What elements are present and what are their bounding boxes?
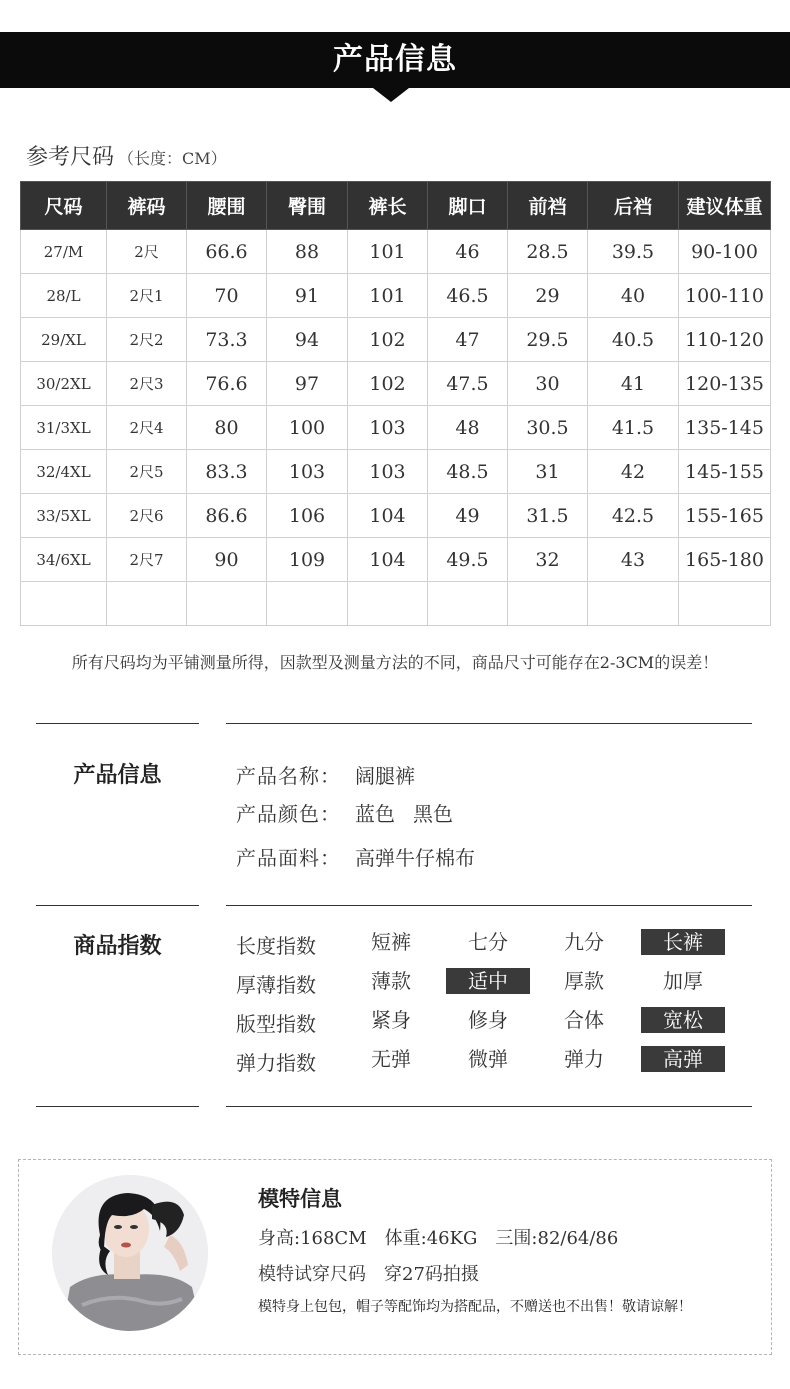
product-fabric-value: 高弹牛仔棉布 [355, 846, 475, 870]
model-size-label: 模特试穿尺码 [258, 1264, 366, 1285]
index-option: 合体 [564, 1008, 604, 1032]
table-cell: 49.5 [428, 538, 508, 582]
table-cell: 28/L [21, 274, 107, 318]
table-cell: 90 [187, 538, 267, 582]
table-cell: 2尺7 [107, 538, 187, 582]
index-row-name: 弹力指数 [236, 1051, 316, 1075]
size-table-header [21, 182, 771, 230]
divider [226, 1106, 752, 1107]
table-cell: 31/3XL [21, 406, 107, 450]
banner-notch [373, 88, 409, 102]
table-cell: 106 [267, 494, 348, 538]
product-name-key: 产品名称： [236, 764, 341, 788]
table-cell: 42 [588, 450, 679, 494]
table-cell: 102 [348, 318, 428, 362]
index-option: 九分 [564, 930, 604, 954]
table-cell: 46 [428, 230, 508, 274]
table-cell: 49 [428, 494, 508, 538]
table-cell: 29/XL [21, 318, 107, 362]
table-cell: 31 [508, 450, 588, 494]
table-cell: 103 [348, 450, 428, 494]
index-option: 修身 [468, 1008, 508, 1032]
table-row [21, 538, 771, 582]
column-header: 脚口 [428, 182, 508, 230]
column-header: 建议体重 [679, 182, 771, 230]
table-cell: 2尺6 [107, 494, 187, 538]
product-color-row [236, 798, 453, 827]
page-title: 产品信息 [333, 42, 457, 77]
column-header: 前裆 [508, 182, 588, 230]
column-header: 腰围 [187, 182, 267, 230]
table-cell: 103 [348, 406, 428, 450]
table-row [21, 362, 771, 406]
table-cell: 120-135 [679, 362, 771, 406]
table-cell-empty [348, 582, 428, 626]
product-fabric-row [236, 842, 475, 871]
product-color-value: 蓝色 [355, 802, 395, 826]
column-header: 裤长 [348, 182, 428, 230]
table-row [21, 230, 771, 274]
divider [36, 723, 199, 724]
table-cell: 30.5 [508, 406, 588, 450]
index-option: 微弹 [468, 1047, 508, 1071]
table-cell: 2尺1 [107, 274, 187, 318]
index-option: 弹力 [564, 1047, 604, 1071]
table-cell: 2尺5 [107, 450, 187, 494]
size-unit-label: （长度：CM） [118, 149, 227, 168]
model-weight: 体重:46KG [384, 1228, 478, 1249]
table-row [21, 318, 771, 362]
table-cell-empty [187, 582, 267, 626]
table-cell: 28.5 [508, 230, 588, 274]
table-cell: 91 [267, 274, 348, 318]
table-cell: 101 [348, 230, 428, 274]
table-cell: 27/M [21, 230, 107, 274]
table-cell: 88 [267, 230, 348, 274]
table-cell: 42.5 [588, 494, 679, 538]
model-photo [52, 1175, 208, 1331]
table-cell-empty [21, 582, 107, 626]
table-cell: 34/6XL [21, 538, 107, 582]
table-cell: 2尺 [107, 230, 187, 274]
table-cell: 109 [267, 538, 348, 582]
product-color-key: 产品颜色： [236, 802, 341, 826]
table-row [21, 450, 771, 494]
column-header: 后裆 [588, 182, 679, 230]
table-cell: 90-100 [679, 230, 771, 274]
table-row [21, 406, 771, 450]
size-table-body [21, 230, 771, 626]
index-row-name: 版型指数 [236, 1012, 316, 1036]
index-option: 薄款 [371, 969, 411, 993]
table-cell: 86.6 [187, 494, 267, 538]
table-cell: 48.5 [428, 450, 508, 494]
table-cell: 104 [348, 538, 428, 582]
table-cell: 97 [267, 362, 348, 406]
table-cell-empty [679, 582, 771, 626]
table-cell: 101 [348, 274, 428, 318]
index-option-selected: 高弹 [641, 1046, 725, 1072]
index-row-name: 长度指数 [236, 934, 316, 958]
table-row [21, 274, 771, 318]
table-cell: 83.3 [187, 450, 267, 494]
table-cell: 41.5 [588, 406, 679, 450]
table-cell: 43 [588, 538, 679, 582]
table-cell: 48 [428, 406, 508, 450]
header-banner [0, 32, 790, 88]
table-cell-empty [267, 582, 348, 626]
table-cell: 73.3 [187, 318, 267, 362]
size-reference-title [26, 140, 227, 171]
index-label: 商品指数 [73, 933, 162, 959]
product-color-value: 黑色 [413, 802, 453, 826]
table-cell: 40 [588, 274, 679, 318]
table-cell: 80 [187, 406, 267, 450]
table-cell: 30 [508, 362, 588, 406]
table-cell: 155-165 [679, 494, 771, 538]
index-row-name: 厚薄指数 [236, 973, 316, 997]
table-cell: 76.6 [187, 362, 267, 406]
table-cell: 165-180 [679, 538, 771, 582]
table-cell: 145-155 [679, 450, 771, 494]
table-cell: 94 [267, 318, 348, 362]
table-cell-empty [107, 582, 187, 626]
index-option-selected: 宽松 [641, 1007, 725, 1033]
model-info-title: 模特信息 [258, 1186, 342, 1211]
size-reference-label: 参考尺码 [26, 145, 115, 170]
divider [226, 723, 752, 724]
table-cell: 31.5 [508, 494, 588, 538]
table-cell: 47.5 [428, 362, 508, 406]
model-size-row [258, 1260, 479, 1286]
table-cell: 39.5 [588, 230, 679, 274]
table-cell: 29.5 [508, 318, 588, 362]
model-measurements: 三围:82/64/86 [495, 1228, 619, 1249]
table-cell: 110-120 [679, 318, 771, 362]
table-cell: 33/5XL [21, 494, 107, 538]
product-info-label: 产品信息 [73, 762, 162, 788]
table-cell: 32/4XL [21, 450, 107, 494]
index-option-selected: 长裤 [641, 929, 725, 955]
table-cell: 100 [267, 406, 348, 450]
table-cell: 32 [508, 538, 588, 582]
measurement-note: 所有尺码均为平铺测量所得，因款型及测量方法的不同，商品尺寸可能存在2-3CM的误差！ [71, 653, 719, 672]
column-header: 臀围 [267, 182, 348, 230]
index-option: 无弹 [371, 1047, 411, 1071]
table-cell: 47 [428, 318, 508, 362]
column-header: 尺码 [21, 182, 107, 230]
model-accessory-note: 模特身上包包，帽子等配饰均为搭配品，不赠送也不出售！敬请谅解！ [258, 1299, 692, 1315]
table-cell: 41 [588, 362, 679, 406]
index-option-selected: 适中 [446, 968, 530, 994]
model-stats-row [258, 1224, 618, 1250]
index-option: 七分 [468, 930, 508, 954]
index-option: 紧身 [371, 1008, 411, 1032]
table-cell-empty [428, 582, 508, 626]
table-cell: 100-110 [679, 274, 771, 318]
table-cell: 104 [348, 494, 428, 538]
table-cell-empty [588, 582, 679, 626]
product-name-row [236, 760, 415, 789]
size-table [20, 181, 771, 626]
model-height: 身高:168CM [258, 1228, 367, 1249]
table-cell: 2尺2 [107, 318, 187, 362]
table-row [21, 494, 771, 538]
table-row-empty [21, 582, 771, 626]
table-cell: 102 [348, 362, 428, 406]
divider [226, 905, 752, 906]
table-cell: 2尺4 [107, 406, 187, 450]
table-cell: 30/2XL [21, 362, 107, 406]
product-fabric-key: 产品面料： [236, 846, 341, 870]
model-size-value: 穿27码拍摄 [384, 1264, 479, 1285]
column-header: 裤码 [107, 182, 187, 230]
product-name-value: 阔腿裤 [355, 764, 415, 788]
table-cell: 135-145 [679, 406, 771, 450]
table-cell-empty [508, 582, 588, 626]
table-cell: 66.6 [187, 230, 267, 274]
table-cell: 70 [187, 274, 267, 318]
table-cell: 103 [267, 450, 348, 494]
index-option: 加厚 [663, 969, 703, 993]
divider [36, 1106, 199, 1107]
divider [36, 905, 199, 906]
index-option: 厚款 [564, 969, 604, 993]
index-option: 短裤 [371, 930, 411, 954]
table-cell: 2尺3 [107, 362, 187, 406]
model-avatar [52, 1175, 208, 1331]
table-cell: 40.5 [588, 318, 679, 362]
table-cell: 29 [508, 274, 588, 318]
table-cell: 46.5 [428, 274, 508, 318]
